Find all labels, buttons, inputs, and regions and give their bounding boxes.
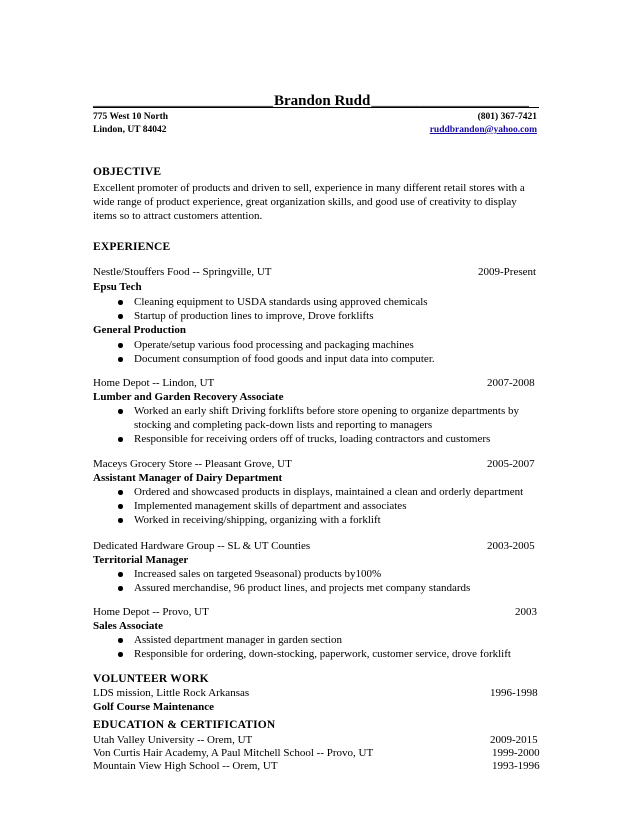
bullet-continuation: stocking and completing pack-down lists and reporting to managers <box>134 419 433 431</box>
volunteer-role: Golf Course Maintenance <box>93 701 214 713</box>
bullet-text: Document consumption of food goods and input data into computer. <box>134 353 435 365</box>
name-rule-left: ________________________ <box>93 93 273 109</box>
job-title: General Production <box>93 324 186 336</box>
education-dates: 2009-2015 <box>490 734 538 746</box>
objective-line-2: wide range of product experience, great organization skills, and good use of creativity to display <box>93 196 517 208</box>
address-line-1: 775 West 10 North <box>93 112 169 122</box>
job-title: Assistant Manager of Dairy Department <box>93 472 283 484</box>
bullet-icon <box>118 504 123 509</box>
experience-heading: EXPERIENCE <box>93 241 171 253</box>
bullet-text: Worked in receiving/shipping, organizing with a forklift <box>134 514 381 526</box>
job-employer: Home Depot -- Lindon, UT <box>93 377 215 389</box>
job-employer: Maceys Grocery Store -- Pleasant Grove, UT <box>93 458 292 470</box>
bullet-text: Responsible for receiving orders off of trucks, loading contractors and customers <box>134 433 491 445</box>
phone-number: (801) 367-7421 <box>477 112 537 122</box>
education-school: Von Curtis Hair Academy, A Paul Mitchell School -- Provo, UT <box>93 747 374 759</box>
bullet-icon <box>118 300 123 305</box>
volunteer-heading: VOLUNTEER WORK <box>93 673 209 685</box>
volunteer-dates: 1996-1998 <box>490 687 538 699</box>
header-divider <box>93 107 539 108</box>
volunteer-org: LDS mission, Little Rock Arkansas <box>93 687 250 699</box>
bullet-icon <box>118 409 123 414</box>
bullet-icon <box>118 490 123 495</box>
education-school: Mountain View High School -- Orem, UT <box>93 760 278 772</box>
bullet-icon <box>118 638 123 643</box>
objective-line-1: Excellent promoter of products and driven to sell, experience in many different retail stores with a <box>93 182 525 194</box>
job-employer: Home Depot -- Provo, UT <box>93 606 209 618</box>
job-title: Sales Associate <box>93 620 163 632</box>
bullet-text: Operate/setup various food processing and packaging machines <box>134 339 414 351</box>
bullet-text: Increased sales on targeted 9seasonal) products by100% <box>134 568 382 580</box>
bullet-text: Startup of production lines to improve, Drove forklifts <box>134 310 374 322</box>
email-link[interactable]: ruddbrandon@yahoo.com <box>429 125 537 135</box>
job-dates: 2003-2005 <box>487 540 535 552</box>
bullet-icon <box>118 314 123 319</box>
job-title: Epsu Tech <box>93 281 142 293</box>
job-dates: 2009-Present <box>478 266 537 278</box>
bullet-text: Ordered and showcased products in displays, maintained a clean and orderly department <box>134 486 524 498</box>
bullet-icon <box>118 343 123 348</box>
bullet-icon <box>118 572 123 577</box>
bullet-text: Assisted department manager in garden section <box>134 634 343 646</box>
bullet-text: Assured merchandise, 96 product lines, and projects met company standards <box>134 582 471 594</box>
objective-heading: OBJECTIVE <box>93 166 162 178</box>
job-dates: 2005-2007 <box>487 458 535 470</box>
bullet-icon <box>118 518 123 523</box>
bullet-icon <box>118 357 123 362</box>
objective-line-3: items so to attract customers attention. <box>93 210 263 222</box>
bullet-text: Worked an early shift Driving forklifts before store opening to organize departments by <box>134 405 520 417</box>
job-employer: Dedicated Hardware Group -- SL & UT Counties <box>93 540 311 552</box>
bullet-text: Implemented management skills of department and associates <box>134 500 407 512</box>
name-rule-right: _____________________ <box>371 93 529 109</box>
education-school: Utah Valley University -- Orem, UT <box>93 734 253 746</box>
job-employer: Nestle/Stouffers Food -- Springville, UT <box>93 266 272 278</box>
bullet-text: Responsible for ordering, down-stocking, paperwork, customer service, drove forklift <box>134 648 511 660</box>
job-dates: 2007-2008 <box>487 377 535 389</box>
bullet-text: Cleaning equipment to USDA standards using approved chemicals <box>134 296 428 308</box>
applicant-name: Brandon Rudd <box>274 93 371 109</box>
job-dates: 2003 <box>515 606 537 618</box>
job-title: Lumber and Garden Recovery Associate <box>93 391 284 403</box>
bullet-icon <box>118 652 123 657</box>
address-line-2: Lindon, UT 84042 <box>93 125 167 135</box>
education-dates: 1993-1996 <box>492 760 540 772</box>
job-title: Territorial Manager <box>93 554 189 566</box>
bullet-icon <box>118 586 123 591</box>
education-heading: EDUCATION & CERTIFICATION <box>93 719 276 731</box>
education-dates: 1999-2000 <box>492 747 540 759</box>
bullet-icon <box>118 437 123 442</box>
